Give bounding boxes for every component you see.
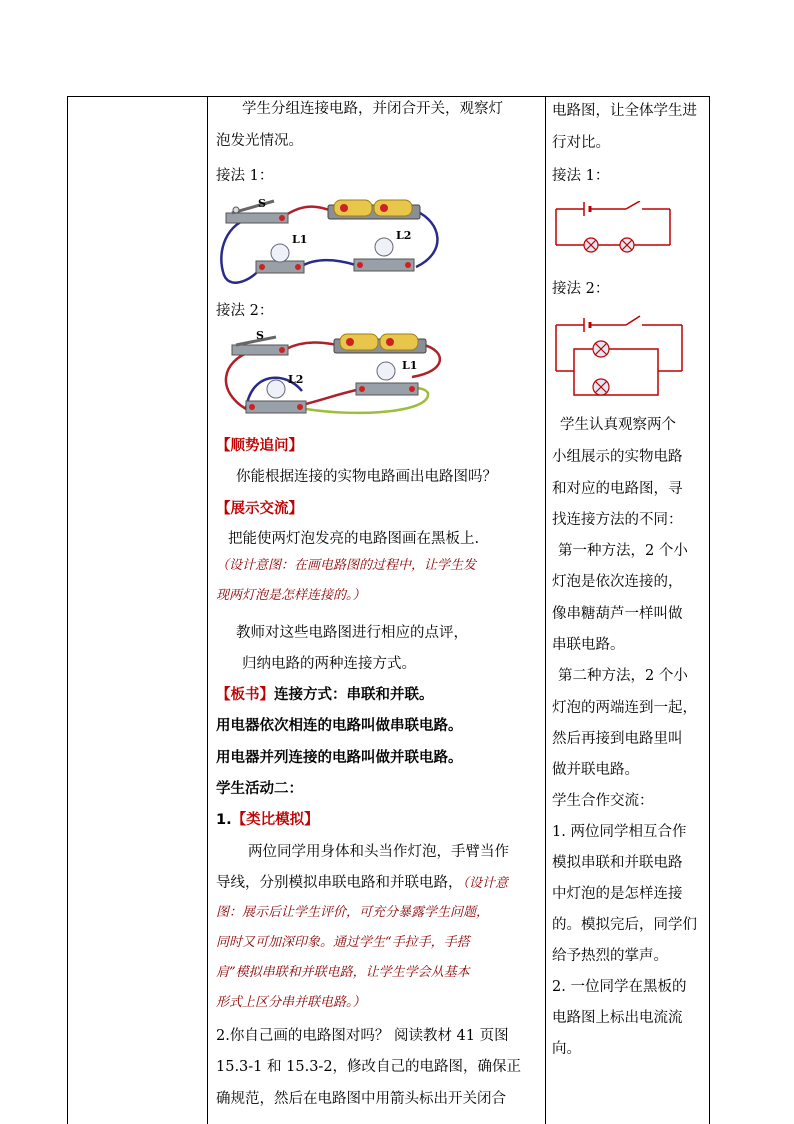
left-column [68, 97, 207, 1124]
coop2-line-1: 2. 一位同学在黑板的 [552, 979, 687, 995]
right-top-line-1: 电路图，让全体学生进 [552, 103, 697, 119]
right-method2-label: 接法 2： [552, 281, 610, 297]
right-method1-label: 接法 1： [552, 168, 610, 184]
activity-two-title: 学生活动二： [216, 781, 303, 797]
switch-blade [626, 316, 640, 325]
method1-label: 接法 1： [216, 168, 274, 184]
board-line [216, 685, 434, 705]
section-follow-up-title: 【顺势追问】 [216, 438, 303, 454]
lamp-icon [593, 341, 609, 357]
series-photo-diagram [216, 197, 448, 287]
step2-line-3: 确规范，然后在电路图中用箭头标出开关闭合 [216, 1091, 506, 1107]
design-note-line-2: 现两灯泡是怎样连接的。） [216, 588, 366, 603]
teacher-comment: 教师对这些电路图进行相应的点评， [236, 625, 468, 641]
step2-line-1: 2.你自己画的电路图对吗？ 阅读教材 41 页图 [216, 1028, 509, 1044]
intro-line-2: 泡发光情况。 [216, 133, 303, 149]
wire [286, 207, 332, 215]
lesson-table [67, 96, 710, 1124]
bulb1-label: L1 [292, 233, 308, 246]
bulb-icon [354, 238, 414, 271]
first-method-line-2: 灯泡是依次连接的， [552, 574, 683, 590]
analogy-text: 导线，分别模拟串联电路和并联电路， [216, 875, 463, 891]
switch-label: S [258, 197, 266, 210]
analogy-note-line-1: 图：展示后让学生评价，可充分暴露学生问题， [216, 905, 490, 920]
board-tag: 【板书】 [216, 687, 274, 703]
observe-line-1: 学生认真观察两个 [560, 417, 676, 433]
right-top-line-2: 行对比。 [552, 135, 610, 151]
analogy-note-line-4: 形式上区分串并联电路。） [216, 995, 366, 1010]
wire [300, 260, 356, 267]
analogy-note-start: （设计意 [462, 876, 509, 891]
first-method-line-4: 串联电路。 [552, 637, 625, 653]
coop1-line-3: 中灯泡的是怎样连接 [552, 886, 683, 902]
series-definition: 用电器依次相连的电路叫做串联电路。 [216, 718, 463, 734]
bulb2-label: L2 [288, 373, 304, 386]
cooperation-title: 学生合作交流： [552, 793, 654, 809]
switch-label: S [256, 331, 264, 342]
bulb2-label: L2 [396, 229, 412, 242]
observe-line-3: 和对应的电路图，寻 [552, 481, 683, 497]
lamp-icon [593, 379, 609, 395]
coop1-line-2: 模拟串联和并联电路 [552, 855, 683, 871]
parallel-photo-diagram [216, 331, 448, 417]
method2-label: 接法 2： [216, 303, 274, 319]
second-method-line-4: 做并联电路。 [552, 762, 639, 778]
analogy-note-line-3: 肩”模拟串联和并联电路，让学生学会从基本 [216, 965, 470, 980]
analogy-heading [216, 810, 319, 830]
coop2-line-2: 电路图上标出电流流 [552, 1010, 683, 1026]
wire [416, 211, 437, 267]
board-text: 连接方式：串联和并联。 [274, 687, 434, 703]
series-circuit-diagram [554, 201, 674, 253]
wire [302, 389, 361, 405]
coop1-line-4: 的。模拟完后，同学们 [552, 917, 697, 933]
design-note-line-1: （设计意图：在画电路图的过程中，让学生发 [216, 558, 477, 573]
lamp-icon [584, 238, 598, 252]
switch-icon [226, 201, 288, 223]
analogy-line-1: 两位同学用身体和头当作灯泡，手臂当作 [248, 844, 509, 860]
battery-icon [328, 200, 420, 219]
section-show-title: 【展示交流】 [216, 501, 303, 517]
wire [286, 343, 338, 350]
second-method-line-3: 然后再接到电路里叫 [552, 731, 683, 747]
coop2-line-3: 向。 [552, 1041, 581, 1057]
show-text: 把能使两灯泡发亮的电路图画在黑板上. [228, 531, 480, 547]
coop1-line-5: 给予热烈的掌声。 [552, 948, 668, 964]
middle-column [208, 97, 546, 1124]
second-method-line-2: 灯泡的两端连到一起， [552, 700, 697, 716]
question-text: 你能根据连接的实物电路画出电路图吗？ [236, 469, 497, 485]
observe-line-2: 小组展示的实物电路 [552, 449, 683, 465]
lamp-icon [620, 238, 634, 252]
summary-text: 归纳电路的两种连接方式。 [242, 656, 416, 672]
analogy-number: 1. [216, 812, 232, 828]
wire [221, 217, 261, 283]
bulb1-label: L1 [402, 359, 418, 372]
bulb-icon [256, 244, 304, 273]
step2-line-2: 15.3-1 和 15.3-2，修改自己的电路图，确保正 [216, 1059, 522, 1075]
right-column [546, 97, 711, 1124]
analogy-note-line-2: 同时又可加深印象。通过学生“手拉手，手搭 [216, 935, 470, 950]
observe-line-4: 找连接方法的不同： [552, 512, 683, 528]
first-method-line-3: 像串糖葫芦一样叫做 [552, 606, 683, 622]
analogy-title: 【类比模拟】 [231, 812, 319, 828]
coop1-line-1: 1. 两位同学相互合作 [552, 824, 687, 840]
intro-line-1: 学生分组连接电路，并闭合开关，观察灯 [242, 101, 503, 117]
battery-icon [334, 334, 426, 353]
parallel-circuit-diagram [554, 315, 686, 401]
first-method-line-1: 第一种方法，2 个小 [558, 543, 688, 559]
switch-blade [626, 201, 640, 209]
second-method-line-1: 第二种方法，2 个小 [558, 668, 688, 684]
analogy-line-2 [216, 873, 508, 894]
parallel-definition: 用电器并列连接的电路叫做并联电路。 [216, 750, 463, 766]
